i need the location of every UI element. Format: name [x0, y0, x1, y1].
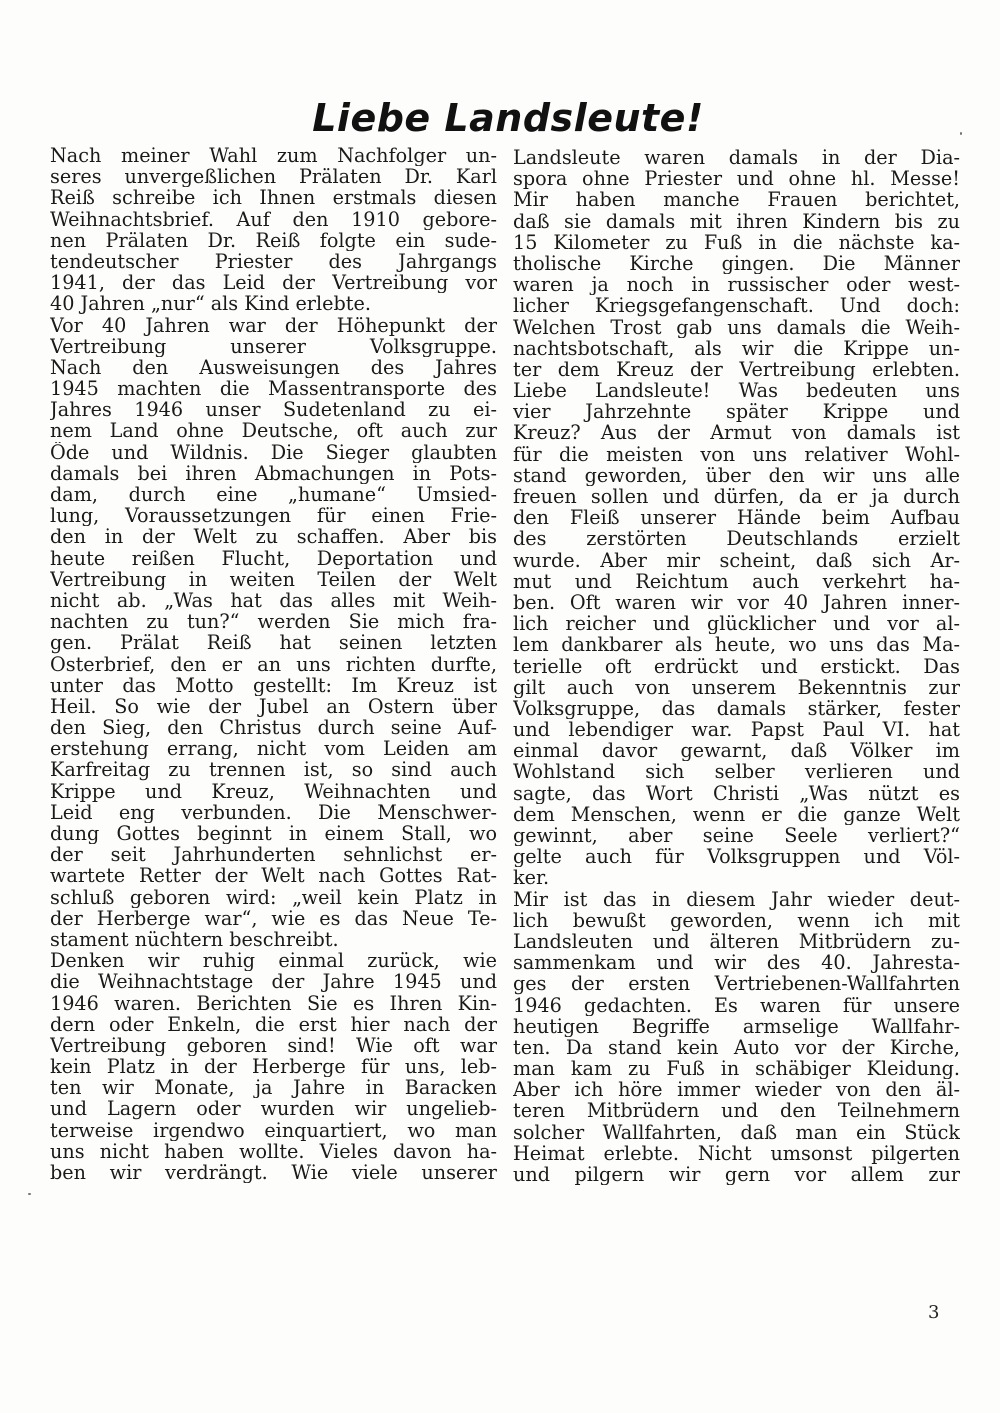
text-line: für die meisten von uns relativer Wohl-	[513, 443, 960, 465]
text-line: Weihnachtsbrief. Auf den 1910 gebore-	[50, 208, 497, 230]
text-line: dam, durch eine „humane“ Umsied-	[50, 484, 497, 506]
text-line: Denken wir ruhig einmal zurück, wie	[50, 950, 497, 972]
text-line: 1941, der das Leid der Vertreibung vor	[50, 272, 497, 294]
text-line: 15 Kilometer zu Fuß in die nächste ka-	[513, 231, 960, 253]
text-line: dem Menschen, wenn er die ganze Welt	[513, 803, 960, 825]
text-line: terielle oft erdrückt und erstickt. Das	[513, 655, 960, 677]
text-line: nen Prälaten Dr. Reiß folgte ein sude-	[50, 229, 497, 251]
text-line: Mir ist das in diesem Jahr wieder deut-	[513, 888, 960, 910]
text-line: Landsleuten und älteren Mitbrüdern zu-	[513, 930, 960, 953]
text-line: stand geworden, über den wir uns alle	[513, 464, 960, 486]
text-line: gen. Prälat Reiß hat seinen letzten	[50, 632, 497, 654]
text-line: 40 Jahren „nur“ als Kind erlebte.	[50, 293, 371, 315]
text-line: heute reißen Flucht, Deportation und	[50, 547, 497, 569]
print-speck	[960, 132, 962, 135]
text-line: Karfreitag zu trennen ist, so sind auch	[50, 759, 497, 781]
text-column-left	[50, 145, 497, 1183]
text-line: kein Platz in der Herberge für uns, leb-	[50, 1056, 497, 1078]
text-line: damals bei ihren Abmachungen in Pots-	[50, 462, 497, 484]
text-line: nachtsbotschaft, als wir die Krippe un-	[513, 337, 960, 359]
text-line: des zerstörten Deutschlands erzielt	[513, 528, 960, 550]
print-speck	[28, 1193, 31, 1195]
text-line: solcher Wallfahrten, daß man ein Stück	[513, 1121, 960, 1143]
text-line: dern oder Enkeln, die erst hier nach der	[50, 1013, 497, 1035]
text-line: tendeutscher Priester des Jahrgangs	[50, 250, 497, 273]
text-line: ker.	[513, 867, 550, 889]
text-line: die Weihnachtstage der Jahre 1945 und	[50, 971, 497, 993]
text-line: lung, Voraussetzungen für einen Frie-	[50, 505, 497, 527]
text-line: heutigen Begriffe armselige Wallfahr-	[513, 1015, 960, 1037]
text-line: stament nüchtern beschreibt.	[50, 928, 339, 951]
text-line: lich bewußt geworden, wenn ich mit	[513, 909, 960, 931]
text-line: dung Gottes beginnt in einem Stall, wo	[50, 823, 497, 845]
text-line: den Fleiß unserer Hände beim Aufbau	[513, 507, 960, 529]
text-line: Krippe und Kreuz, Weihnachten und	[50, 780, 497, 802]
text-line: man kam zu Fuß in schäbiger Kleidung.	[513, 1058, 960, 1080]
text-line: nachten zu tun?“ werden Sie mich fra-	[50, 611, 497, 633]
text-line: gewinnt, aber seine Seele verliert?“	[513, 825, 960, 847]
text-line: tholische Kirche gingen. Die Männer	[513, 252, 960, 275]
text-line: Vertreibung in weiten Teilen der Welt	[50, 568, 497, 590]
text-line: teren Mitbrüdern und den Teilnehmern	[513, 1100, 960, 1122]
text-line: lich reicher und glücklicher und vor al-	[513, 613, 960, 635]
text-line: einmal davor gewarnt, daß Völker im	[513, 740, 960, 762]
text-line: Osterbrief, den er an uns richten durfte,	[50, 653, 497, 675]
text-line: Vertreibung geboren sind! Wie oft war	[50, 1034, 497, 1057]
text-line: Wohlstand sich selber verlieren und	[513, 761, 960, 783]
text-line: ben. Oft waren wir vor 40 Jahren inner-	[513, 591, 960, 614]
text-line: Jahres 1946 unser Sudetenland zu ei-	[50, 399, 497, 421]
text-line: unter das Motto gestellt: Im Kreuz ist	[50, 674, 497, 696]
text-line: Landsleute waren damals in der Dia-	[513, 147, 960, 169]
text-line: daß sie damals mit ihren Kindern bis zu	[513, 210, 960, 232]
text-line: Leid eng verbunden. Die Menschwer-	[50, 801, 497, 823]
text-line: ten. Da stand kein Auto vor der Kirche,	[513, 1036, 960, 1059]
text-line: terweise irgendwo einquartiert, wo man	[50, 1119, 497, 1141]
text-line: Volksgruppe, das damals stärker, fester	[513, 697, 960, 720]
text-line: Vertreibung unserer Volksgruppe.	[50, 335, 497, 357]
text-line: Heil. So wie der Jubel an Ostern über	[50, 695, 497, 718]
text-line: und Lagern oder wurden wir ungelieb-	[50, 1098, 497, 1120]
text-line: Aber ich höre immer wieder von den äl-	[513, 1079, 960, 1101]
text-line: Mir haben manche Frauen berichtet,	[513, 189, 960, 211]
text-line: licher Kriegsgefangenschaft. Und doch:	[513, 295, 960, 317]
text-line: 1946 waren. Berichten Sie es Ihren Kin-	[50, 992, 497, 1014]
text-line: spora ohne Priester und ohne hl. Messe!	[513, 168, 960, 190]
text-line: ten wir Monate, ja Jahre in Baracken	[50, 1077, 497, 1099]
text-line: nem Land ohne Deutsche, oft auch zur	[50, 420, 497, 442]
text-line: Öde und Wildnis. Die Sieger glaubten	[50, 441, 497, 463]
text-line: der seit Jahrhunderten sehnlichst er-	[50, 844, 497, 866]
text-line: Nach meiner Wahl zum Nachfolger un-	[50, 145, 497, 167]
text-line: lem dankbarer als heute, wo uns das Ma-	[513, 634, 960, 656]
text-line: wartete Retter der Welt nach Gottes Rat-	[50, 865, 497, 887]
text-line: Vor 40 Jahren war der Höhepunkt der	[50, 314, 497, 336]
text-line: seres unvergeßlichen Prälaten Dr. Karl	[50, 166, 497, 188]
text-line: sammenkam und wir des 40. Jahresta-	[513, 952, 960, 974]
text-line: gelte auch für Volksgruppen und Völ-	[513, 846, 960, 868]
text-line: freuen sollen und dürfen, da er ja durch	[513, 486, 960, 508]
text-line: der Herberge war“, wie es das Neue Te-	[50, 907, 497, 929]
text-line: vier Jahrzehnte später Krippe und	[513, 401, 960, 423]
text-line: Welchen Trost gab uns damals die Weih-	[513, 316, 960, 338]
text-line: sagte, das Wort Christi „Was nützt es	[513, 782, 960, 804]
text-line: wurde. Aber mir scheint, daß sich Ar-	[513, 549, 960, 571]
text-line: Liebe Landsleute! Was bedeuten uns	[513, 380, 960, 402]
text-line: 1945 machten die Massentransporte des	[50, 378, 497, 400]
text-line: und lebendiger war. Papst Paul VI. hat	[513, 719, 960, 741]
text-column-right	[513, 147, 960, 1185]
text-line: nicht ab. „Was hat das alles mit Weih-	[50, 589, 497, 612]
text-line: ter dem Kreuz der Vertreibung erlebten.	[513, 358, 960, 381]
text-line: den in der Welt zu schaffen. Aber bis	[50, 526, 497, 548]
page-title: Liebe Landsleute!	[312, 96, 704, 140]
page-number: 3	[928, 1302, 940, 1323]
text-line: Nach den Ausweisungen des Jahres	[50, 356, 497, 379]
text-line: Heimat erlebte. Nicht umsonst pilgerten	[513, 1142, 960, 1164]
text-line: und pilgern wir gern vor allem zur	[513, 1164, 960, 1186]
text-line: den Sieg, den Christus durch seine Auf-	[50, 717, 497, 739]
text-line: gilt auch von unserem Bekenntnis zur	[513, 676, 960, 698]
text-line: mut und Reichtum auch verkehrt ha-	[513, 570, 960, 592]
text-line: erstehung errang, nicht vom Leiden am	[50, 738, 497, 760]
text-line: uns nicht haben wollte. Vieles davon ha-	[50, 1140, 497, 1162]
text-line: 1946 gedachten. Es waren für unsere	[513, 994, 960, 1016]
text-line: schluß geboren wird: „weil kein Platz in	[50, 886, 497, 908]
text-line: ben wir verdrängt. Wie viele unserer	[50, 1162, 497, 1184]
text-line: waren ja noch in russischer oder west-	[513, 274, 960, 296]
text-line: ges der ersten Vertriebenen-Wallfahrten	[513, 973, 960, 995]
text-line: Reiß schreibe ich Ihnen erstmals diesen	[50, 187, 497, 209]
text-line: Kreuz? Aus der Armut von damals ist	[513, 422, 960, 444]
